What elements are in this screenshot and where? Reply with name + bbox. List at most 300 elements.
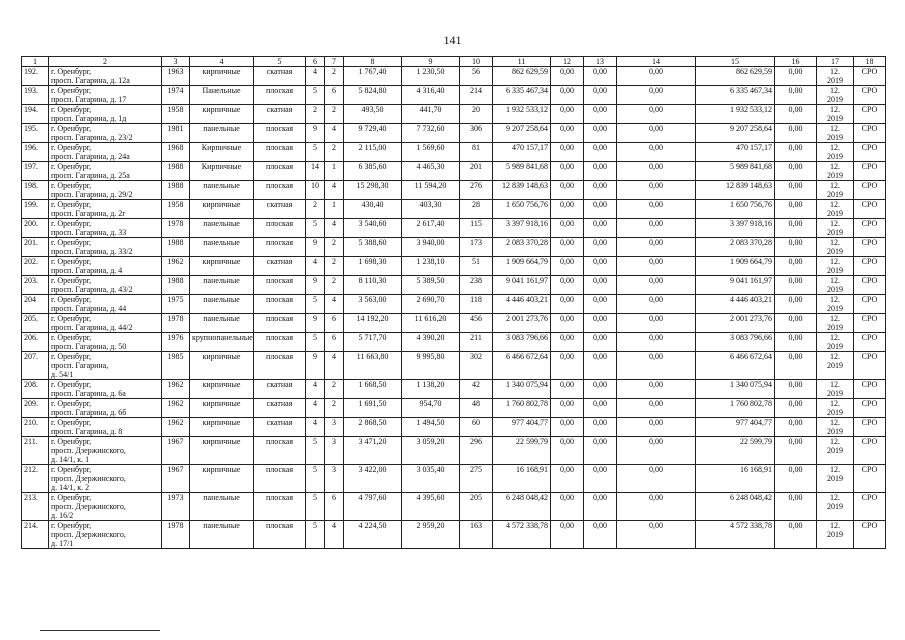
year-cell: 1962 [162,257,190,276]
period-part: 2019 [827,408,843,417]
completion-period-cell [817,295,854,314]
wall-material-cell: кирпичные [190,352,254,380]
row-number-cell: 212. [22,465,49,493]
completion-period-cell [817,238,854,257]
residents-cell: 56 [460,67,493,86]
address-cell [49,295,162,314]
total-area-cell: 3 540,60 [344,219,402,238]
housing-register-table [21,56,886,549]
residents-cell: 115 [460,219,493,238]
total-area-cell: 4 224,50 [344,521,402,549]
funding-method-cell: СРО [854,238,886,257]
total-area-cell: 430,40 [344,200,402,219]
residents-cell: 238 [460,276,493,295]
total-cost-cell: 1 340 075,94 [493,380,551,399]
wall-material-cell: кирпичные [190,465,254,493]
wall-material-cell: панельные [190,295,254,314]
cost-cell: 0,00 [617,257,696,276]
table-row [22,257,886,276]
address-line: просп. Гагарина, д. 12а [51,76,130,85]
floors-cell: 5 [306,143,325,162]
entrances-cell: 2 [325,276,344,295]
cost-cell: 0,00 [551,257,584,276]
completion-period-cell [817,181,854,200]
cost-regional-cell: 4 572 338,78 [696,521,775,549]
cost-cell: 0,00 [551,238,584,257]
year-cell: 1978 [162,521,190,549]
total-area-cell: 5 388,60 [344,238,402,257]
wall-material-cell: Кирпичные [190,143,254,162]
wall-material-cell: панельные [190,314,254,333]
cost-cell: 0,00 [617,465,696,493]
cost-cell: 0,00 [551,314,584,333]
address-cell [49,181,162,200]
floors-cell: 5 [306,86,325,105]
total-area-cell: 9 729,40 [344,124,402,143]
wall-material-cell: панельные [190,181,254,200]
period-part: 12. [830,181,840,190]
entrances-cell: 1 [325,162,344,181]
residents-cell: 81 [460,143,493,162]
row-number-cell: 204 [22,295,49,314]
address-line: просп. Гагарина, д. 33/2 [51,247,133,256]
cost-cell: 0,00 [584,314,617,333]
cost-cell: 0,00 [775,352,817,380]
roof-type-cell: плоская [254,162,306,181]
completion-period-cell [817,399,854,418]
entrances-cell: 4 [325,521,344,549]
cost-cell: 0,00 [584,105,617,124]
address-line: г. Оренбург, [51,333,92,342]
cost-cell: 0,00 [584,399,617,418]
table-row [22,333,886,352]
address-cell [49,333,162,352]
residents-cell: 163 [460,521,493,549]
funding-method-cell: СРО [854,437,886,465]
cost-cell: 0,00 [617,219,696,238]
total-area-cell: 8 110,30 [344,276,402,295]
wall-material-cell: кирпичные [190,105,254,124]
floors-cell: 5 [306,465,325,493]
period-part: 12. [830,493,840,502]
total-area-cell: 11 663,80 [344,352,402,380]
row-number-cell: 210. [22,418,49,437]
address-line: просп. Гагарина, д. 6б [51,408,127,417]
roof-type-cell: плоская [254,493,306,521]
cost-cell: 0,00 [617,86,696,105]
cost-cell: 0,00 [551,219,584,238]
cost-cell: 0,00 [584,276,617,295]
roof-type-cell: скатная [254,380,306,399]
residents-cell: 28 [460,200,493,219]
cost-cell: 0,00 [551,418,584,437]
address-line: г. Оренбург, [51,162,92,171]
living-area-cell: 2 690,70 [402,295,460,314]
table-row [22,276,886,295]
living-area-cell: 403,30 [402,200,460,219]
roof-type-cell: плоская [254,295,306,314]
cost-cell: 0,00 [617,200,696,219]
residents-cell: 51 [460,257,493,276]
year-cell: 1962 [162,380,190,399]
table-row [22,521,886,549]
total-area-cell: 1 668,50 [344,380,402,399]
funding-method-cell: СРО [854,86,886,105]
cost-cell: 0,00 [775,67,817,86]
cost-cell: 0,00 [584,124,617,143]
completion-period-cell [817,521,854,549]
address-line: д. 14/1, к. 1 [51,455,90,464]
period-part: 12. [830,276,840,285]
address-line: г. Оренбург, [51,465,92,474]
roof-type-cell: плоская [254,437,306,465]
total-cost-cell: 6 466 672,64 [493,352,551,380]
address-cell [49,86,162,105]
cost-regional-cell: 470 157,17 [696,143,775,162]
address-line: просп. Гагарина, д. 8 [51,427,123,436]
living-area-cell: 3 035,40 [402,465,460,493]
floors-cell: 9 [306,314,325,333]
column-number-header: 6 [306,57,325,67]
cost-cell: 0,00 [551,276,584,295]
floors-cell: 4 [306,257,325,276]
living-area-cell: 2 617,40 [402,219,460,238]
address-line: просп. Гагарина, д. 33 [51,228,127,237]
cost-regional-cell: 5 989 841,68 [696,162,775,181]
entrances-cell: 2 [325,105,344,124]
cost-cell: 0,00 [617,380,696,399]
year-cell: 1962 [162,418,190,437]
address-line: д. 16/2 [51,511,74,520]
address-line: г. Оренбург, [51,200,92,209]
address-line: г. Оренбург, [51,181,92,190]
cost-cell: 0,00 [617,314,696,333]
wall-material-cell: кирпичные [190,257,254,276]
year-cell: 1988 [162,238,190,257]
address-cell [49,314,162,333]
row-number-cell: 192. [22,67,49,86]
residents-cell: 276 [460,181,493,200]
total-cost-cell: 4 446 403,21 [493,295,551,314]
period-part: 12. [830,521,840,530]
period-part: 2019 [827,304,843,313]
funding-method-cell: СРО [854,333,886,352]
funding-method-cell: СРО [854,200,886,219]
address-cell [49,521,162,549]
floors-cell: 9 [306,238,325,257]
row-number-cell: 213. [22,493,49,521]
cost-cell: 0,00 [584,86,617,105]
table-row [22,380,886,399]
row-number-cell: 195. [22,124,49,143]
period-part: 12. [830,238,840,247]
entrances-cell: 6 [325,333,344,352]
living-area-cell: 3 059,20 [402,437,460,465]
address-line: г. Оренбург, [51,493,92,502]
address-line: просп. Гагарина, д. 4 [51,266,123,275]
residents-cell: 306 [460,124,493,143]
cost-cell: 0,00 [775,124,817,143]
total-area-cell: 3 563,00 [344,295,402,314]
completion-period-cell [817,67,854,86]
residents-cell: 214 [460,86,493,105]
funding-method-cell: СРО [854,219,886,238]
wall-material-cell: Кирпичные [190,162,254,181]
cost-cell: 0,00 [775,105,817,124]
cost-cell: 0,00 [617,162,696,181]
cost-regional-cell: 16 168,91 [696,465,775,493]
period-part: 2019 [827,228,843,237]
table-row [22,314,886,333]
roof-type-cell: плоская [254,124,306,143]
table-row [22,295,886,314]
row-number-cell: 211. [22,437,49,465]
period-part: 12. [830,124,840,133]
funding-method-cell: СРО [854,143,886,162]
year-cell: 1967 [162,465,190,493]
floors-cell: 5 [306,437,325,465]
cost-cell: 0,00 [584,493,617,521]
address-cell [49,380,162,399]
address-line: просп. Гагарина, д. 17 [51,95,127,104]
address-line: просп. Гагарина, [51,361,109,370]
cost-cell: 0,00 [584,333,617,352]
address-line: просп. Гагарина, д. 44/2 [51,323,133,332]
period-part: 12. [830,380,840,389]
cost-regional-cell: 9 207 258,64 [696,124,775,143]
period-part: 2019 [827,502,843,511]
footnote-divider [40,630,160,631]
cost-cell: 0,00 [775,333,817,352]
year-cell: 1963 [162,67,190,86]
row-number-cell: 200. [22,219,49,238]
entrances-cell: 2 [325,67,344,86]
address-line: г. Оренбург, [51,418,92,427]
cost-regional-cell: 1 340 075,94 [696,380,775,399]
period-part: 12. [830,314,840,323]
funding-method-cell: СРО [854,124,886,143]
column-number-header: 17 [817,57,854,67]
completion-period-cell [817,418,854,437]
living-area-cell: 4 395,60 [402,493,460,521]
address-line: г. Оренбург, [51,352,92,361]
cost-regional-cell: 3 397 918,16 [696,219,775,238]
address-line: г. Оренбург, [51,314,92,323]
cost-cell: 0,00 [617,521,696,549]
funding-method-cell: СРО [854,295,886,314]
roof-type-cell: плоская [254,238,306,257]
address-cell [49,162,162,181]
total-area-cell: 4 797,60 [344,493,402,521]
period-part: 12. [830,219,840,228]
address-line: г. Оренбург, [51,257,92,266]
cost-cell: 0,00 [551,493,584,521]
cost-cell: 0,00 [775,86,817,105]
period-part: 2019 [827,530,843,539]
cost-cell: 0,00 [617,67,696,86]
entrances-cell: 6 [325,86,344,105]
total-area-cell: 5 824,80 [344,86,402,105]
column-number-header: 11 [493,57,551,67]
cost-cell: 0,00 [584,181,617,200]
completion-period-cell [817,493,854,521]
period-part: 2019 [827,446,843,455]
wall-material-cell: кирпичные [190,418,254,437]
completion-period-cell [817,333,854,352]
period-part: 12. [830,295,840,304]
total-cost-cell: 22 599,79 [493,437,551,465]
entrances-cell: 2 [325,380,344,399]
table-row [22,418,886,437]
total-cost-cell: 3 083 796,66 [493,333,551,352]
living-area-cell: 2 959,20 [402,521,460,549]
cost-regional-cell: 2 001 273,76 [696,314,775,333]
wall-material-cell: кирпичные [190,380,254,399]
total-area-cell: 1 767,40 [344,67,402,86]
wall-material-cell: панельные [190,276,254,295]
cost-cell: 0,00 [775,143,817,162]
floors-cell: 2 [306,105,325,124]
address-cell [49,465,162,493]
funding-method-cell: СРО [854,105,886,124]
total-cost-cell: 862 629,59 [493,67,551,86]
period-part: 12. [830,162,840,171]
living-area-cell: 1 138,20 [402,380,460,399]
address-cell [49,105,162,124]
total-area-cell: 15 298,30 [344,181,402,200]
period-part: 2019 [827,285,843,294]
address-line: д. 54/1 [51,370,74,379]
period-part: 2019 [827,427,843,436]
total-cost-cell: 2 001 273,76 [493,314,551,333]
address-cell [49,399,162,418]
year-cell: 1985 [162,352,190,380]
roof-type-cell: скатная [254,67,306,86]
period-part: 2019 [827,190,843,199]
completion-period-cell [817,143,854,162]
cost-cell: 0,00 [551,295,584,314]
residents-cell: 20 [460,105,493,124]
cost-cell: 0,00 [584,418,617,437]
roof-type-cell: плоская [254,181,306,200]
entrances-cell: 3 [325,437,344,465]
address-line: просп. Гагарина, д. 44 [51,304,127,313]
cost-cell: 0,00 [551,67,584,86]
cost-cell: 0,00 [775,465,817,493]
year-cell: 1968 [162,143,190,162]
cost-cell: 0,00 [617,105,696,124]
cost-cell: 0,00 [775,162,817,181]
cost-cell: 0,00 [551,399,584,418]
period-part: 12. [830,200,840,209]
cost-cell: 0,00 [775,493,817,521]
period-part: 2019 [827,389,843,398]
row-number-cell: 198. [22,181,49,200]
cost-cell: 0,00 [775,295,817,314]
year-cell: 1962 [162,399,190,418]
cost-cell: 0,00 [584,200,617,219]
total-area-cell: 1 691,50 [344,399,402,418]
residents-cell: 118 [460,295,493,314]
wall-material-cell: панельные [190,238,254,257]
address-line: просп. Гагарина, д. 25а [51,171,130,180]
column-number-header: 12 [551,57,584,67]
total-cost-cell: 12 839 148,63 [493,181,551,200]
completion-period-cell [817,465,854,493]
address-cell [49,67,162,86]
funding-method-cell: СРО [854,493,886,521]
floors-cell: 5 [306,493,325,521]
address-cell [49,352,162,380]
cost-cell: 0,00 [584,521,617,549]
period-part: 2019 [827,133,843,142]
floors-cell: 4 [306,67,325,86]
entrances-cell: 2 [325,143,344,162]
row-number-cell: 214. [22,521,49,549]
period-part: 2019 [827,209,843,218]
cost-cell: 0,00 [617,333,696,352]
residents-cell: 211 [460,333,493,352]
residents-cell: 205 [460,493,493,521]
row-number-cell: 208. [22,380,49,399]
cost-cell: 0,00 [551,465,584,493]
address-line: д. 17/1 [51,539,74,548]
floors-cell: 5 [306,295,325,314]
funding-method-cell: СРО [854,352,886,380]
floors-cell: 9 [306,276,325,295]
residents-cell: 173 [460,238,493,257]
year-cell: 1988 [162,276,190,295]
row-number-cell: 202. [22,257,49,276]
roof-type-cell: плоская [254,314,306,333]
period-part: 2019 [827,76,843,85]
completion-period-cell [817,162,854,181]
cost-cell: 0,00 [551,352,584,380]
column-number-header: 15 [696,57,775,67]
cost-cell: 0,00 [584,352,617,380]
address-cell [49,238,162,257]
address-cell [49,143,162,162]
address-line: г. Оренбург, [51,276,92,285]
cost-cell: 0,00 [551,437,584,465]
completion-period-cell [817,105,854,124]
table-row [22,437,886,465]
row-number-cell: 196. [22,143,49,162]
year-cell: 1988 [162,181,190,200]
cost-cell: 0,00 [617,437,696,465]
total-area-cell: 14 192,20 [344,314,402,333]
residents-cell: 201 [460,162,493,181]
address-cell [49,200,162,219]
year-cell: 1975 [162,295,190,314]
cost-cell: 0,00 [775,314,817,333]
cost-cell: 0,00 [775,521,817,549]
column-number-header: 5 [254,57,306,67]
total-cost-cell: 1 760 802,78 [493,399,551,418]
wall-material-cell: панельные [190,521,254,549]
floors-cell: 4 [306,380,325,399]
period-part: 12. [830,86,840,95]
column-number-header: 9 [402,57,460,67]
period-part: 12. [830,143,840,152]
funding-method-cell: СРО [854,314,886,333]
table-body [22,67,886,549]
table-row [22,352,886,380]
completion-period-cell [817,314,854,333]
total-cost-cell: 3 397 918,16 [493,219,551,238]
total-cost-cell: 9 207 258,64 [493,124,551,143]
cost-cell: 0,00 [551,124,584,143]
